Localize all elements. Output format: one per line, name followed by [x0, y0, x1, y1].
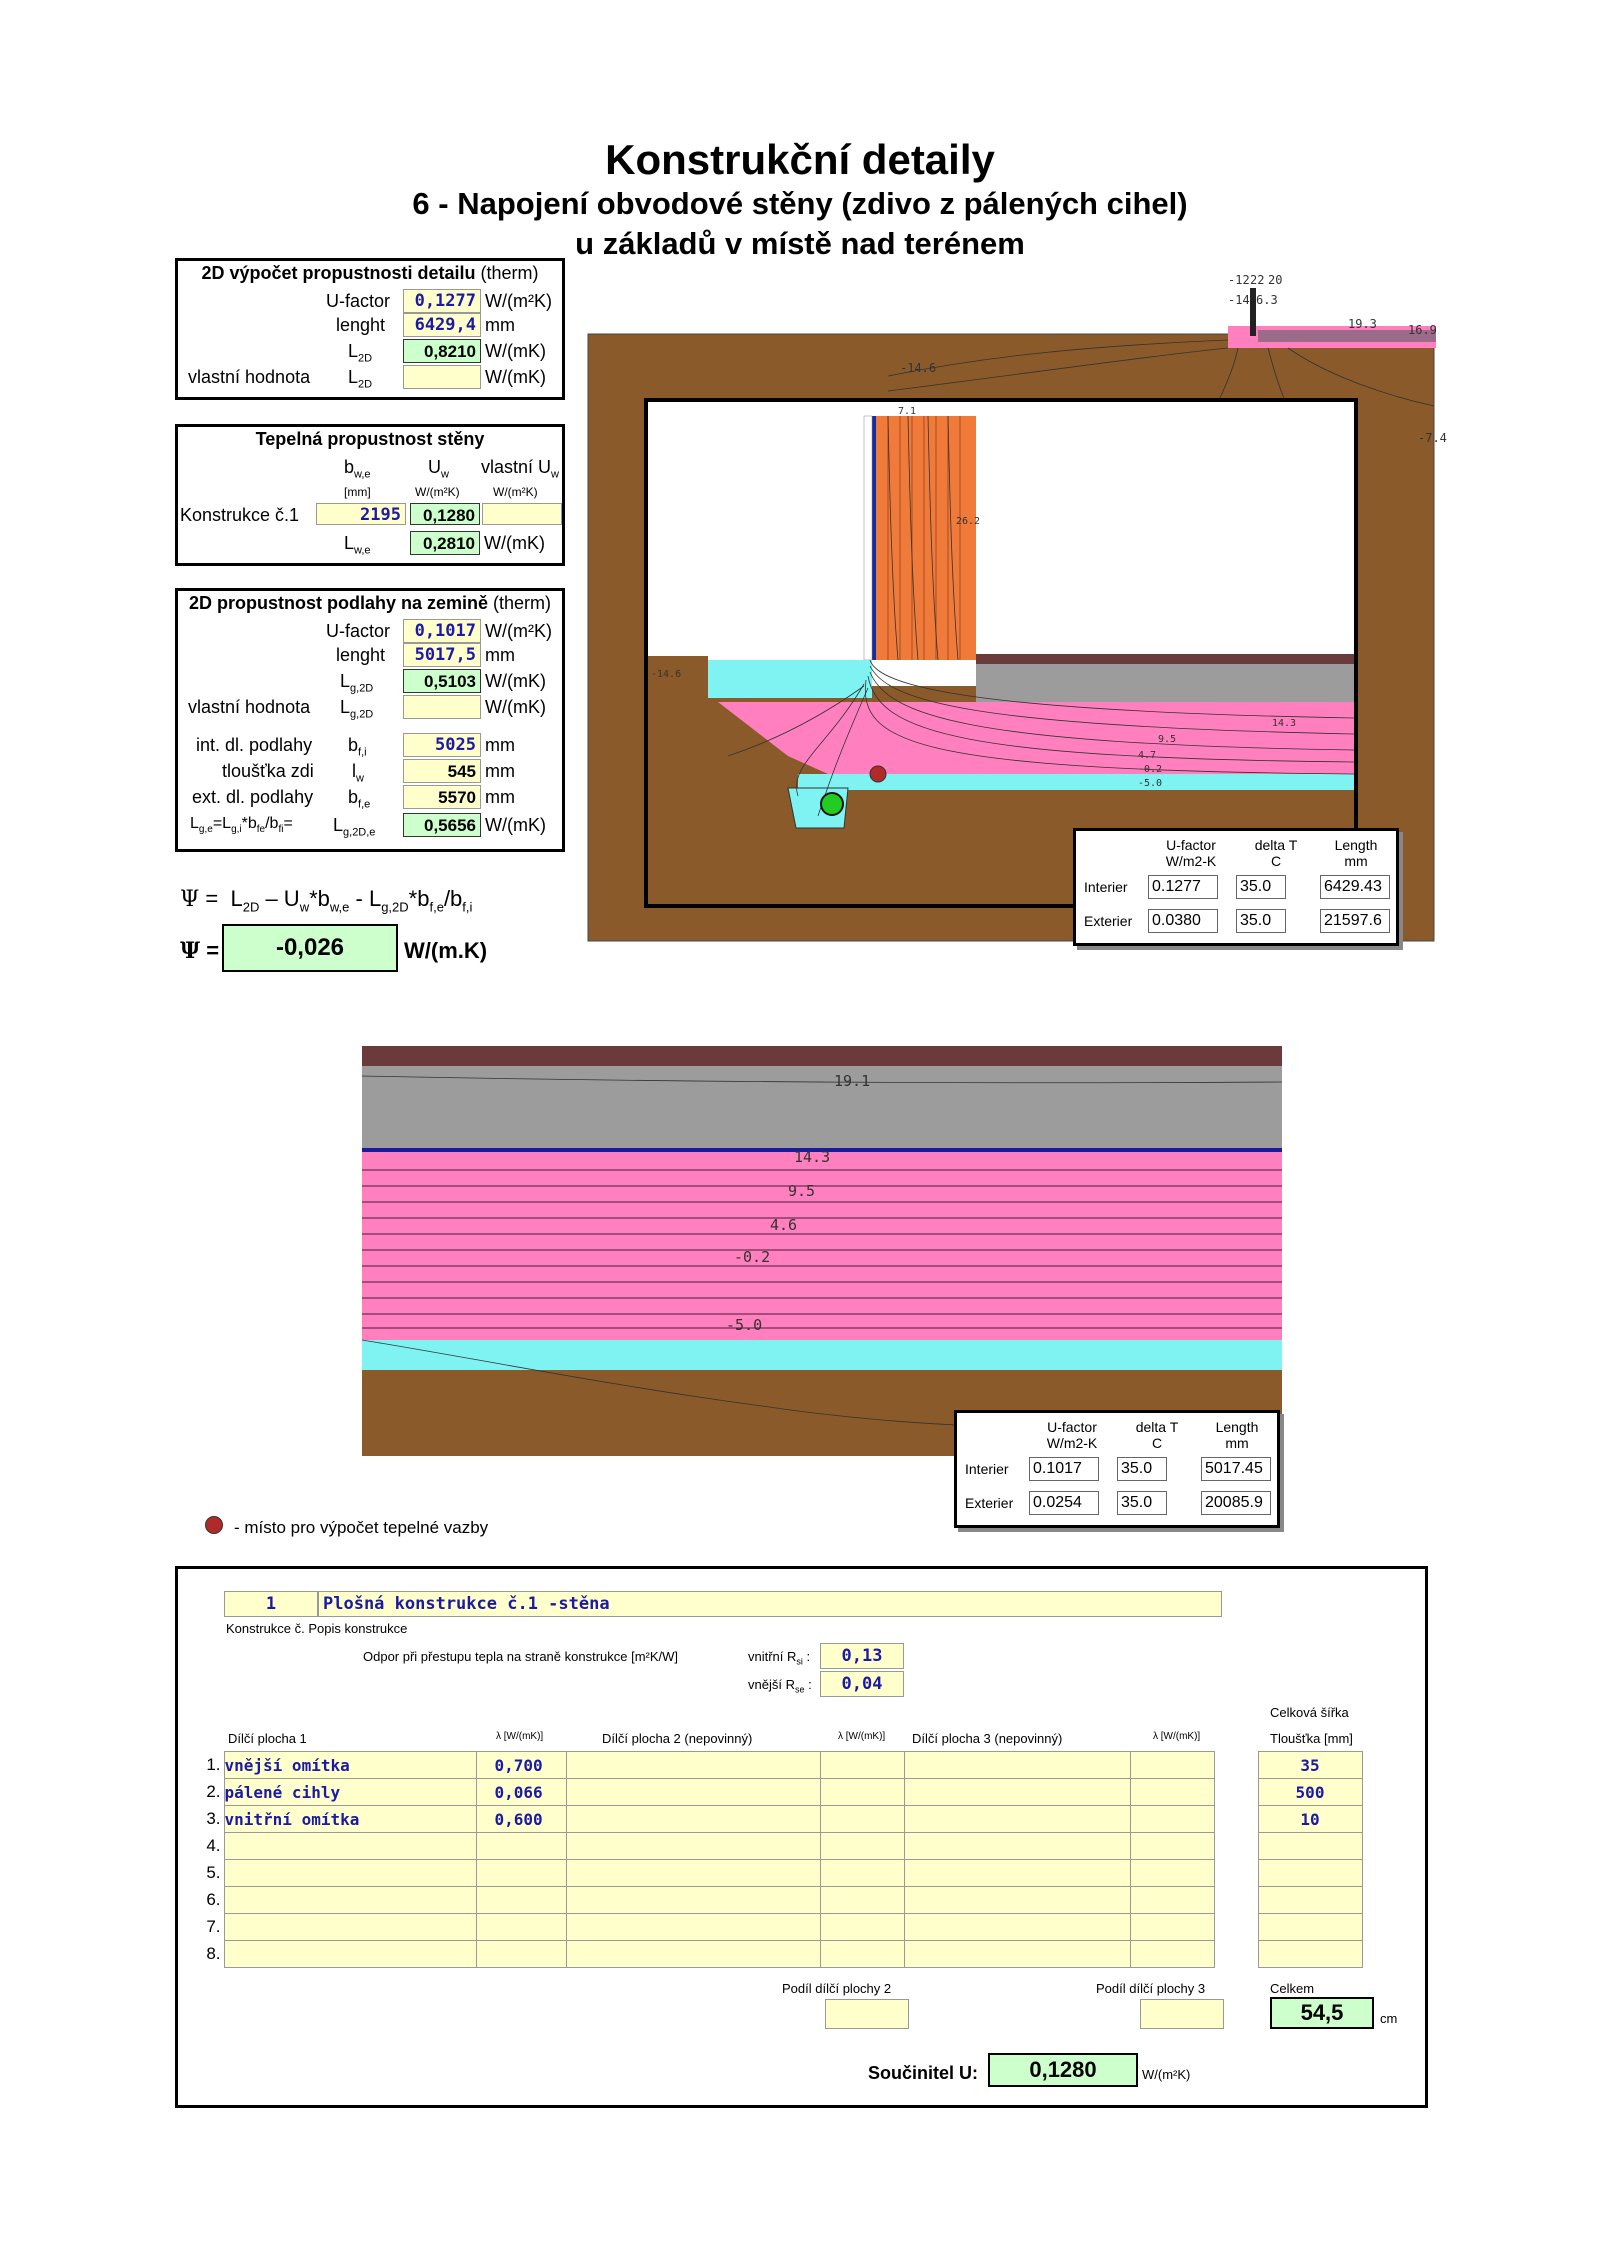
inset-iso-6: 7.1 — [898, 406, 917, 417]
layer-lambda[interactable] — [476, 1860, 566, 1887]
layer-thickness[interactable] — [1258, 1887, 1362, 1914]
layers-table — [200, 1751, 1363, 1968]
inset-iso-2: 9.5 — [1158, 734, 1177, 745]
layer-area3[interactable] — [904, 1941, 1130, 1968]
floor-iso-2: 14.3 — [794, 1148, 831, 1166]
layer-index: 6. — [206, 1890, 221, 1909]
length-value[interactable]: 6429,4 — [403, 313, 481, 337]
lwe-value: 0,2810 — [410, 531, 480, 555]
layer-lambda2[interactable] — [820, 1860, 904, 1887]
r1-row2-label: Exterier — [1084, 913, 1133, 929]
ufactor-unit: W/(m²K) — [485, 291, 552, 311]
layer-area3[interactable] — [904, 1806, 1130, 1833]
col-lambda-2: λ [W/(mK)] — [838, 1731, 886, 1742]
floor-ufactor-value[interactable]: 0,1017 — [403, 619, 481, 643]
detail-results-box — [1073, 828, 1399, 946]
iso-label-top-7: 16.9 — [1408, 323, 1437, 337]
own-l2d-unit: W/(mK) — [485, 367, 546, 387]
wall-transmittance-box — [175, 424, 565, 566]
floor-2d-heading: 2D propustnost podlahy na zemině (therm) — [188, 593, 552, 613]
green-marker — [821, 793, 843, 815]
layer-area2[interactable] — [566, 1752, 820, 1779]
layer-gap — [1214, 1833, 1258, 1860]
psi-value: -0,026 — [222, 924, 398, 972]
layer-thickness[interactable]: 10 — [1258, 1806, 1362, 1833]
own-uw-unit: W/(m²K) — [493, 485, 538, 499]
bwe-value[interactable]: 2195 — [316, 503, 406, 525]
layer-thickness[interactable]: 35 — [1258, 1752, 1362, 1779]
layer-gap — [1214, 1860, 1258, 1887]
layer-area3[interactable] — [904, 1860, 1130, 1887]
legend-text: - místo pro výpočet tepelné vazby — [234, 1518, 489, 1537]
layer-row — [200, 1860, 1362, 1887]
lge-symbol: $L_{g,2D,e}$ — [333, 815, 376, 839]
layer-area2[interactable] — [566, 1941, 820, 1968]
layer-name[interactable]: pálené cihly — [224, 1779, 476, 1806]
layer-area3[interactable] — [904, 1752, 1130, 1779]
r1-h3b: mm — [1344, 853, 1368, 869]
layer-lambda3[interactable] — [1130, 1860, 1214, 1887]
layer-row — [200, 1941, 1362, 1968]
layer-index: 7. — [206, 1917, 221, 1936]
ufactor-label: U-factor — [326, 291, 391, 311]
layer-row — [200, 1833, 1362, 1860]
floor-isotherm-svg — [362, 1046, 1282, 1456]
rse-label: vnější $R_{se}$ : — [748, 1677, 812, 1695]
lwe-label: $L_{w,e}$ — [344, 533, 371, 557]
layer-lambda3[interactable] — [1130, 1914, 1214, 1941]
uw-header: $U_w$ — [428, 457, 449, 481]
col-area2: Dílčí plocha 2 (nepovinný) — [602, 1731, 753, 1746]
layer-gap — [1214, 1806, 1258, 1833]
inset-soil-left — [648, 656, 708, 904]
length-unit: mm — [485, 315, 515, 335]
r2-row2-len: 20085.9 — [1201, 1491, 1271, 1515]
r2-row2-label: Exterier — [965, 1495, 1014, 1511]
r2-h3b: mm — [1225, 1435, 1249, 1451]
inset-iso-5: -5.0 — [1138, 778, 1163, 789]
r1-row1-len: 6429.43 — [1320, 875, 1390, 899]
layer-area3[interactable] — [904, 1779, 1130, 1806]
u-value: 0,1280 — [988, 2053, 1138, 2087]
floor-finish-band — [362, 1046, 1282, 1066]
ext-floor-symbol: $b_{f,e}$ — [348, 787, 371, 811]
layer-name[interactable] — [224, 1887, 476, 1914]
lg2d-value: 0,5103 — [403, 669, 481, 693]
iso-label-right: -7.4 — [1418, 431, 1447, 445]
floor-iso-1: 19.1 — [834, 1072, 871, 1090]
layer-thickness[interactable] — [1258, 1860, 1362, 1887]
layer-gap — [1214, 1779, 1258, 1806]
exterior-plaster — [864, 416, 872, 660]
col-lambda-1: λ [W/(mK)] — [496, 1731, 544, 1742]
own-l2d-symbol: $L_{2D}$ — [348, 367, 373, 391]
floor-length-value[interactable]: 5017,5 — [403, 643, 481, 667]
layer-lambda[interactable]: 0,066 — [476, 1779, 566, 1806]
resistance-label: Odpor při přestupu tepla na straně konstrukce [m²K/W] — [363, 1649, 679, 1664]
int-floor-label: int. dl. podlahy — [196, 735, 313, 755]
layer-name[interactable]: vnější omítka — [224, 1752, 476, 1779]
int-floor-unit: mm — [485, 735, 515, 755]
lge-formula-label: $L_{g,e}=L_{g,i}*b_{fe}/b_{fi}=$ — [190, 815, 293, 836]
share2-label: Podíl dílčí plochy 2 — [782, 1981, 892, 1996]
layer-area2[interactable] — [566, 1833, 820, 1860]
rse-value[interactable]: 0,04 — [820, 1671, 904, 1697]
layer-gap — [1214, 1887, 1258, 1914]
r2-row1-u: 0.1017 — [1029, 1457, 1099, 1481]
r2-h3: Length — [1215, 1419, 1259, 1435]
inset-iso-7: -14.6 — [651, 669, 682, 680]
layer-name[interactable] — [224, 1941, 476, 1968]
layer-area2[interactable] — [566, 1860, 820, 1887]
floor-ufactor-unit: W/(m²K) — [485, 621, 552, 641]
ext-floor-value: 5570 — [403, 785, 481, 809]
iso-label-left: -14.6 — [900, 361, 937, 375]
layer-lambda3[interactable] — [1130, 1779, 1214, 1806]
layer-lambda[interactable] — [476, 1941, 566, 1968]
ufactor-value[interactable]: 0,1277 — [403, 289, 481, 313]
total-unit: cm — [1380, 2011, 1398, 2026]
own-uw-header: vlastní $U_w$ — [481, 457, 559, 481]
ext-floor-unit: mm — [485, 787, 515, 807]
layer-lambda3[interactable] — [1130, 1941, 1214, 1968]
r2-h2: delta T — [1135, 1419, 1179, 1435]
layer-area2[interactable] — [566, 1887, 820, 1914]
floor-own-input[interactable] — [403, 695, 481, 719]
floor-own-symbol: $L_{g,2D}$ — [340, 697, 374, 721]
layer-lambda[interactable]: 0,600 — [476, 1806, 566, 1833]
r1-row2-dt: 35.0 — [1236, 909, 1286, 933]
rsi-value[interactable]: 0,13 — [820, 1643, 904, 1669]
construction-sub-label: Konstrukce č. Popis konstrukce — [226, 1621, 408, 1636]
own-value-label: vlastní hodnota — [188, 367, 311, 387]
col-lambda-3: λ [W/(mK)] — [1153, 1731, 1201, 1742]
layer-index: 4. — [206, 1836, 221, 1855]
wall-thickness-value: 545 — [403, 759, 481, 783]
u-unit: W/(m²K) — [1142, 2067, 1191, 2082]
construction-sheet — [175, 1566, 1428, 2108]
wall-transmittance-heading: Tepelná propustnost stěny — [255, 429, 485, 449]
construction-number[interactable]: 1 — [224, 1591, 318, 1617]
floor-length-label: lenght — [336, 645, 386, 665]
layer-lambda2[interactable] — [820, 1887, 904, 1914]
floor-iso-6: -5.0 — [726, 1316, 763, 1334]
layer-area2[interactable] — [566, 1914, 820, 1941]
floor-ufactor-label: U-factor — [326, 621, 391, 641]
cyan-band — [362, 1340, 1282, 1370]
psi-formula: $\Psi = L_{2D} - U_w*b_{w,e} - L_{g,2D}*b_{f,e}/b_{f,i}$ — [180, 886, 473, 915]
inset-iso-4: -0.2 — [1138, 764, 1163, 775]
iso-label-top-3: 20 — [1268, 273, 1283, 287]
share3-input[interactable] — [1140, 1999, 1224, 2029]
layer-lambda2[interactable] — [820, 1779, 904, 1806]
total-label: Celkem — [1270, 1981, 1315, 1996]
floor-iso-5: -0.2 — [734, 1248, 771, 1266]
floor-iso-4: 4.6 — [770, 1216, 798, 1234]
r2-row1-len: 5017.45 — [1201, 1457, 1271, 1481]
r2-h1b: W/m2-K — [1046, 1435, 1098, 1451]
legend-marker-icon — [205, 1516, 223, 1534]
r2-row2-u: 0.0254 — [1029, 1491, 1099, 1515]
cyan-layer-left — [708, 660, 872, 698]
layer-row — [200, 1914, 1362, 1941]
floor-own-unit: W/(mK) — [485, 697, 546, 717]
floor-insulation — [718, 702, 1354, 774]
layer-row — [200, 1752, 1362, 1779]
psi-label: Ψ = — [180, 938, 220, 964]
layer-lambda[interactable] — [476, 1914, 566, 1941]
wall-thickness-unit: mm — [485, 761, 515, 781]
floor-results-box — [954, 1410, 1280, 1528]
layer-index: 3. — [206, 1809, 221, 1828]
r1-row2-len: 21597.6 — [1320, 909, 1390, 933]
layer-row — [200, 1779, 1362, 1806]
lg2d-label: $L_{g,2D}$ — [340, 671, 374, 695]
page-subtitle-1: 6 - Napojení obvodové stěny (zdivo z pálených cihel) — [412, 186, 1188, 221]
construction-label: Konstrukce č.1 — [180, 505, 300, 525]
r2-row2-dt: 35.0 — [1117, 1491, 1167, 1515]
rsi-label: vnitřní $R_{si}$ : — [748, 1649, 811, 1667]
inset-iso-3: 4.7 — [1138, 750, 1157, 761]
layer-lambda3[interactable] — [1130, 1833, 1214, 1860]
r1-h3: Length — [1334, 837, 1378, 853]
total-value: 54,5 — [1270, 1997, 1374, 2029]
layer-name[interactable]: vnitřní omítka — [224, 1806, 476, 1833]
r1-row2-u: 0.0380 — [1148, 909, 1218, 933]
share3-label: Podíl dílčí plochy 3 — [1096, 1981, 1206, 1996]
layer-name[interactable] — [224, 1914, 476, 1941]
layer-thickness[interactable]: 500 — [1258, 1779, 1362, 1806]
uw-value: 0,1280 — [410, 503, 480, 525]
r2-h1: U-factor — [1047, 1419, 1097, 1435]
col-thickness: Tloušťka [mm] — [1270, 1731, 1353, 1746]
layer-index: 1. — [206, 1755, 221, 1774]
layer-thickness[interactable] — [1258, 1941, 1362, 1968]
page-title: Konstrukční detaily — [605, 136, 995, 183]
l2d-unit: W/(mK) — [485, 341, 546, 361]
own-l2d-input[interactable] — [403, 365, 481, 389]
layer-gap — [1214, 1752, 1258, 1779]
brick-wall — [876, 416, 976, 660]
psi-unit: W/(m.K) — [404, 938, 488, 963]
u-label: Součinitel U: — [868, 2063, 979, 2083]
lge-value: 0,5656 — [403, 813, 481, 837]
layers-grid — [200, 1751, 1363, 1968]
insulation-band — [362, 1152, 1282, 1340]
bwe-unit: [mm] — [344, 485, 371, 499]
layer-area3[interactable] — [904, 1887, 1130, 1914]
detail-2d-box — [175, 258, 565, 400]
col-area3: Dílčí plocha 3 (nepovinný) — [912, 1731, 1063, 1746]
floor-length-unit: mm — [485, 645, 515, 665]
r1-row1-dt: 35.0 — [1236, 875, 1286, 899]
layer-area3[interactable] — [904, 1914, 1130, 1941]
layer-gap — [1214, 1941, 1258, 1968]
l2d-label: $L_{2D}$ — [348, 341, 373, 365]
total-width-label: Celková šířka — [1270, 1705, 1349, 1720]
detail-2d-heading: 2D výpočet propustnosti detailu (therm) — [201, 263, 539, 283]
r2-h2b: C — [1151, 1435, 1163, 1451]
calculation-point-marker — [870, 766, 886, 782]
share2-input[interactable] — [825, 1999, 909, 2029]
layer-lambda[interactable] — [476, 1833, 566, 1860]
r1-h1: U-factor — [1166, 837, 1216, 853]
construction-name[interactable]: Plošná konstrukce č.1 -stěna — [318, 1591, 1222, 1617]
layer-index: 2. — [206, 1782, 221, 1801]
layer-row — [200, 1806, 1362, 1833]
layer-gap — [1214, 1914, 1258, 1941]
int-floor-value[interactable]: 5025 — [403, 733, 481, 757]
concrete-slab — [976, 664, 1354, 702]
layer-lambda[interactable]: 0,700 — [476, 1752, 566, 1779]
int-floor-symbol: $b_{f,i}$ — [348, 735, 367, 759]
length-label: lenght — [336, 315, 386, 335]
iso-label-top-1: -12 — [1228, 273, 1250, 287]
iso-label-top-2: 22 — [1250, 273, 1265, 287]
iso-label-top-5: 6.3 — [1256, 293, 1278, 307]
layer-area2[interactable] — [566, 1779, 820, 1806]
wall-thickness-label: tloušťka zdi — [222, 761, 314, 781]
r1-h2: delta T — [1254, 837, 1298, 853]
iso-label-top-6: 19.3 — [1348, 317, 1377, 331]
layer-lambda2[interactable] — [820, 1833, 904, 1860]
layer-thickness[interactable] — [1258, 1833, 1362, 1860]
layer-index: 8. — [206, 1944, 221, 1963]
layer-index: 5. — [206, 1863, 221, 1882]
layer-lambda3[interactable] — [1130, 1806, 1214, 1833]
inset-iso-8: 26.2 — [956, 516, 981, 527]
lge-unit: W/(mK) — [485, 815, 546, 835]
r1-row1-u: 0.1277 — [1148, 875, 1218, 899]
layer-thickness[interactable] — [1258, 1914, 1362, 1941]
layer-lambda2[interactable] — [820, 1941, 904, 1968]
layer-row — [200, 1887, 1362, 1914]
floor-own-label: vlastní hodnota — [188, 697, 311, 717]
layer-lambda2[interactable] — [820, 1914, 904, 1941]
r1-h2b: C — [1270, 853, 1282, 869]
floor-2d-box — [175, 588, 565, 852]
r2-row1-dt: 35.0 — [1117, 1457, 1167, 1481]
r1-row1-label: Interier — [1084, 879, 1128, 895]
layer-name[interactable] — [224, 1833, 476, 1860]
layer-lambda[interactable] — [476, 1887, 566, 1914]
wall-thickness-symbol: $l_w$ — [352, 761, 364, 785]
bwe-header: $b_{w,e}$ — [344, 457, 371, 481]
wall-render — [872, 416, 876, 660]
l2d-value: 0,8210 — [403, 339, 481, 363]
col-area1: Dílčí plocha 1 — [228, 1731, 307, 1746]
layer-name[interactable] — [224, 1860, 476, 1887]
lg2d-unit: W/(mK) — [485, 671, 546, 691]
layer-lambda3[interactable] — [1130, 1887, 1214, 1914]
layer-area3[interactable] — [904, 1833, 1130, 1860]
layer-lambda2[interactable] — [820, 1752, 904, 1779]
page-subtitle-2: u základů v místě nad terénem — [575, 226, 1025, 261]
lwe-unit: W/(mK) — [484, 533, 545, 553]
inset-iso-1: 14.3 — [1272, 718, 1297, 729]
r1-h1b: W/m2-K — [1165, 853, 1217, 869]
layer-area2[interactable] — [566, 1806, 820, 1833]
iso-label-top-4: -14 — [1228, 293, 1250, 307]
own-uw-input[interactable] — [482, 503, 562, 525]
ext-floor-label: ext. dl. podlahy — [192, 787, 314, 807]
layer-lambda3[interactable] — [1130, 1752, 1214, 1779]
thermal-diagram-floor — [362, 1046, 1282, 1456]
r2-row1-label: Interier — [965, 1461, 1009, 1477]
uw-unit: W/(m²K) — [415, 485, 460, 499]
layer-lambda2[interactable] — [820, 1806, 904, 1833]
floor-iso-3: 9.5 — [788, 1182, 816, 1200]
floor-finish — [976, 654, 1354, 664]
